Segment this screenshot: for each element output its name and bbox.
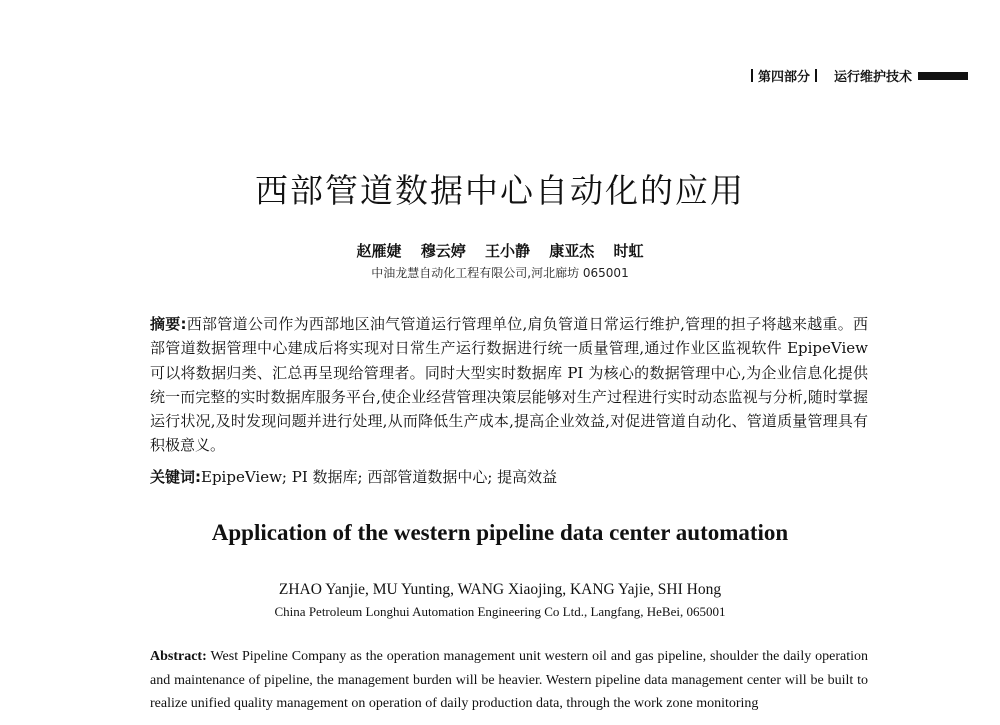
author-name: 王小静 (484, 242, 530, 260)
abstract-en (150, 645, 868, 716)
header-divider (815, 69, 817, 82)
author-name: 赵雁婕 (356, 242, 402, 260)
header-part: 第四部分 (757, 70, 810, 85)
abstract-cn-text: 西部管道公司作为西部地区油气管道运行管理单位,肩负管道日常运行维护,管理的担子将越来越重。西部管道数据管理中心建成后将实现对日常生产运行数据进行统一质量管理,通过作业区监视软件 EpipeView 可以将数据归类、汇总再呈现给管理者。同时大型实时数据库 PI 为核心的数据管理中心,为企业信息化提供统一而完整的实时数据库服务平台,使企业经营管理决策层能够对生产过程进行实时动态监视与分析,随时掌握运行状况,及时发现问题并进行处理,从而降低生产成本,提高企业效益,对促进管道自动化、管道质量管理具有积极意义。 (150, 315, 869, 455)
author-list-cn (0, 240, 1000, 261)
affiliation-cn: 中油龙慧自动化工程有限公司,河北廊坊 065001 (371, 266, 629, 280)
abstract-cn (150, 312, 868, 458)
header-section: 运行维护技术 (833, 70, 912, 85)
abstract-cn-label: 摘要: (150, 315, 187, 333)
header-block (918, 72, 968, 80)
header-divider (751, 69, 753, 82)
affiliation-en: China Petroleum Longhui Automation Engineering Co Ltd., Langfang, HeBei, 065001 (274, 604, 726, 619)
author-name: 康亚杰 (549, 242, 595, 260)
paper-title-en: Application of the western pipeline data center automation (211, 520, 789, 545)
paper-title-cn: 西部管道数据中心自动化的应用 (255, 171, 745, 210)
keywords-cn (150, 466, 868, 487)
author-name: 穆云婷 (420, 242, 466, 260)
author-name: 时虹 (613, 242, 644, 260)
keywords-cn-text: EpipeView; PI 数据库; 西部管道数据中心; 提高效益 (201, 468, 558, 486)
running-header (746, 66, 968, 85)
abstract-en-label: Abstract: (150, 649, 207, 664)
abstract-en-text: West Pipeline Company as the operation management unit western oil and gas pipeline, shoulder the daily operation and maintenance of pipeline, the management burden will be heavier. Western pipeline data management center will be built to realize unified quality management on operation of daily production data, through the work zone monitoring (150, 649, 868, 711)
keywords-cn-label: 关键词: (150, 468, 201, 486)
author-list-en: ZHAO Yanjie, MU Yunting, WANG Xiaojing, KANG Yajie, SHI Hong (278, 581, 722, 598)
